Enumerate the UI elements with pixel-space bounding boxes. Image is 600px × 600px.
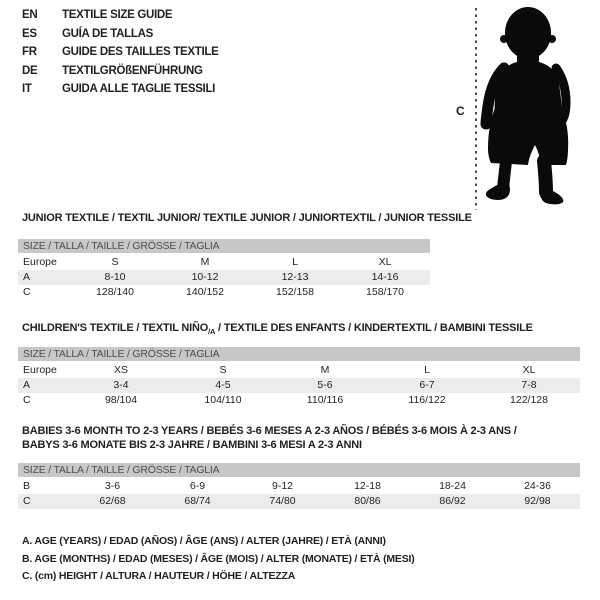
- table-cell: S: [219, 364, 227, 376]
- table-cell: 104/110: [204, 394, 242, 406]
- lang-code: DE: [22, 64, 38, 77]
- height-dotted-line-icon: [475, 8, 477, 210]
- table-cell: 140/152: [186, 286, 224, 298]
- table-cell: 8-10: [104, 271, 126, 283]
- babies-title-line2: BABYS 3-6 MONATE BIS 2-3 JAHRE / BAMBINI 3-6 MESI A 2-3 ANNI: [22, 439, 362, 451]
- legend-line-b: B. AGE (MONTHS) / EDAD (MESES) / ÂGE (MOIS) / ALTER (MONATE) / ETÀ (MESI): [22, 552, 415, 565]
- table-row: [18, 255, 430, 270]
- table-row: [18, 270, 430, 285]
- table-cell: 62/68: [99, 495, 126, 507]
- table-cell: 122/128: [510, 394, 548, 406]
- table-cell: 18-24: [439, 480, 466, 492]
- table-cell: XL: [378, 256, 392, 268]
- size-header-row: SIZE / TALLA / TAILLE / GRÖSSE / TAGLIA: [18, 463, 580, 477]
- legend-line-a: A. AGE (YEARS) / EDAD (AÑOS) / ÂGE (ANS) / ALTER (JAHRE) / ETÀ (ANNI): [22, 535, 386, 547]
- row-label: Europe: [23, 364, 57, 376]
- children-section-title: CHILDREN'S TEXTILE / TEXTIL $NIÑO_{/A}$ / TEXTILE DES ENFANTS / KINDERTEXTIL / BAMBINI TESSILE: [22, 322, 533, 337]
- row-label: A: [23, 271, 31, 283]
- size-header-row: SIZE / TALLA / TAILLE / GRÖSSE / TAGLIA: [18, 347, 580, 361]
- table-cell: 6-9: [189, 480, 206, 492]
- lang-code: ES: [22, 27, 37, 40]
- row-label: Europe: [23, 256, 57, 268]
- table-cell: L: [424, 364, 430, 376]
- size-figure: [448, 5, 596, 213]
- table-cell: 12-13: [281, 271, 309, 283]
- lang-code: EN: [22, 9, 38, 21]
- table-cell: L: [292, 256, 298, 268]
- row-label: C: [23, 286, 31, 298]
- baby-silhouette-icon: [478, 5, 593, 210]
- junior-size-table: [18, 239, 430, 300]
- table-row: [18, 285, 430, 300]
- table-cell: 7-8: [521, 379, 537, 391]
- table-cell: 128/140: [96, 286, 134, 298]
- legend-line-c: C. (cm) HEIGHT / ALTURA / HAUTEUR / HÖHE / ALTEZZA: [22, 570, 296, 582]
- table-cell: 74/80: [269, 495, 296, 507]
- table-cell: 6-7: [419, 379, 435, 391]
- table-cell: M: [200, 256, 210, 268]
- table-cell: 12-18: [354, 480, 381, 492]
- junior-section-title: JUNIOR TEXTILE / TEXTIL JUNIOR/ TEXTILE JUNIOR / JUNIORTEXTIL / JUNIOR TESSILE: [22, 212, 472, 224]
- table-cell: 10-12: [191, 271, 219, 283]
- table-row: [18, 363, 580, 378]
- table-cell: 3-4: [113, 379, 129, 391]
- lang-code: FR: [22, 46, 37, 58]
- table-cell: 5-6: [317, 379, 333, 391]
- table-cell: 152/158: [276, 286, 314, 298]
- table-cell: 110/116: [306, 394, 344, 406]
- table-cell: 3-6: [104, 480, 121, 492]
- table-cell: 14-16: [371, 271, 399, 283]
- babies-size-table: [18, 463, 580, 509]
- table-cell: M: [320, 364, 330, 376]
- table-cell: 158/170: [366, 286, 404, 298]
- table-cell: 92/98: [524, 495, 551, 507]
- row-label: B: [23, 480, 31, 492]
- children-size-table: [18, 347, 580, 408]
- lang-title: TEXTILE SIZE GUIDE: [62, 9, 173, 21]
- lang-title: TEXTILGRÖßENFÜHRUNG: [62, 64, 203, 77]
- table-cell: XS: [113, 364, 128, 376]
- row-label: C: [23, 394, 31, 406]
- table-cell: 24-36: [524, 480, 551, 492]
- lang-title: GUÍA DE TALLAS: [62, 27, 153, 40]
- table-cell: 98/104: [104, 394, 138, 406]
- table-row: [18, 494, 580, 509]
- language-title-list: [22, 9, 219, 95]
- table-row: [18, 393, 580, 408]
- size-header-row: SIZE / TALLA / TAILLE / GRÖSSE / TAGLIA: [18, 239, 430, 253]
- table-cell: 116/122: [408, 394, 446, 406]
- babies-section-title: [22, 424, 517, 452]
- row-label: C: [23, 495, 31, 507]
- babies-title-line1: BABIES 3-6 MONTH TO 2-3 YEARS / BEBÉS 3-6 MESES A 2-3 AÑOS / BÉBÉS 3-6 MOIS À 2-3 ANS /: [22, 425, 517, 437]
- height-measure-label: C: [456, 104, 465, 118]
- table-cell: 9-12: [271, 480, 293, 492]
- table-cell: 68/74: [184, 495, 211, 507]
- row-label: A: [23, 379, 31, 391]
- table-cell: 86/92: [439, 495, 466, 507]
- lang-code: IT: [22, 83, 32, 95]
- table-row: [18, 479, 580, 494]
- table-row: [18, 378, 580, 393]
- table-cell: 80/86: [354, 495, 381, 507]
- measure-legend: [22, 533, 415, 586]
- table-cell: S: [111, 256, 119, 268]
- table-cell: 4-5: [215, 379, 231, 391]
- table-cell: XL: [522, 364, 536, 376]
- lang-title: GUIDA ALLE TAGLIE TESSILI: [62, 83, 216, 95]
- lang-title: GUIDE DES TAILLES TEXTILE: [62, 46, 219, 58]
